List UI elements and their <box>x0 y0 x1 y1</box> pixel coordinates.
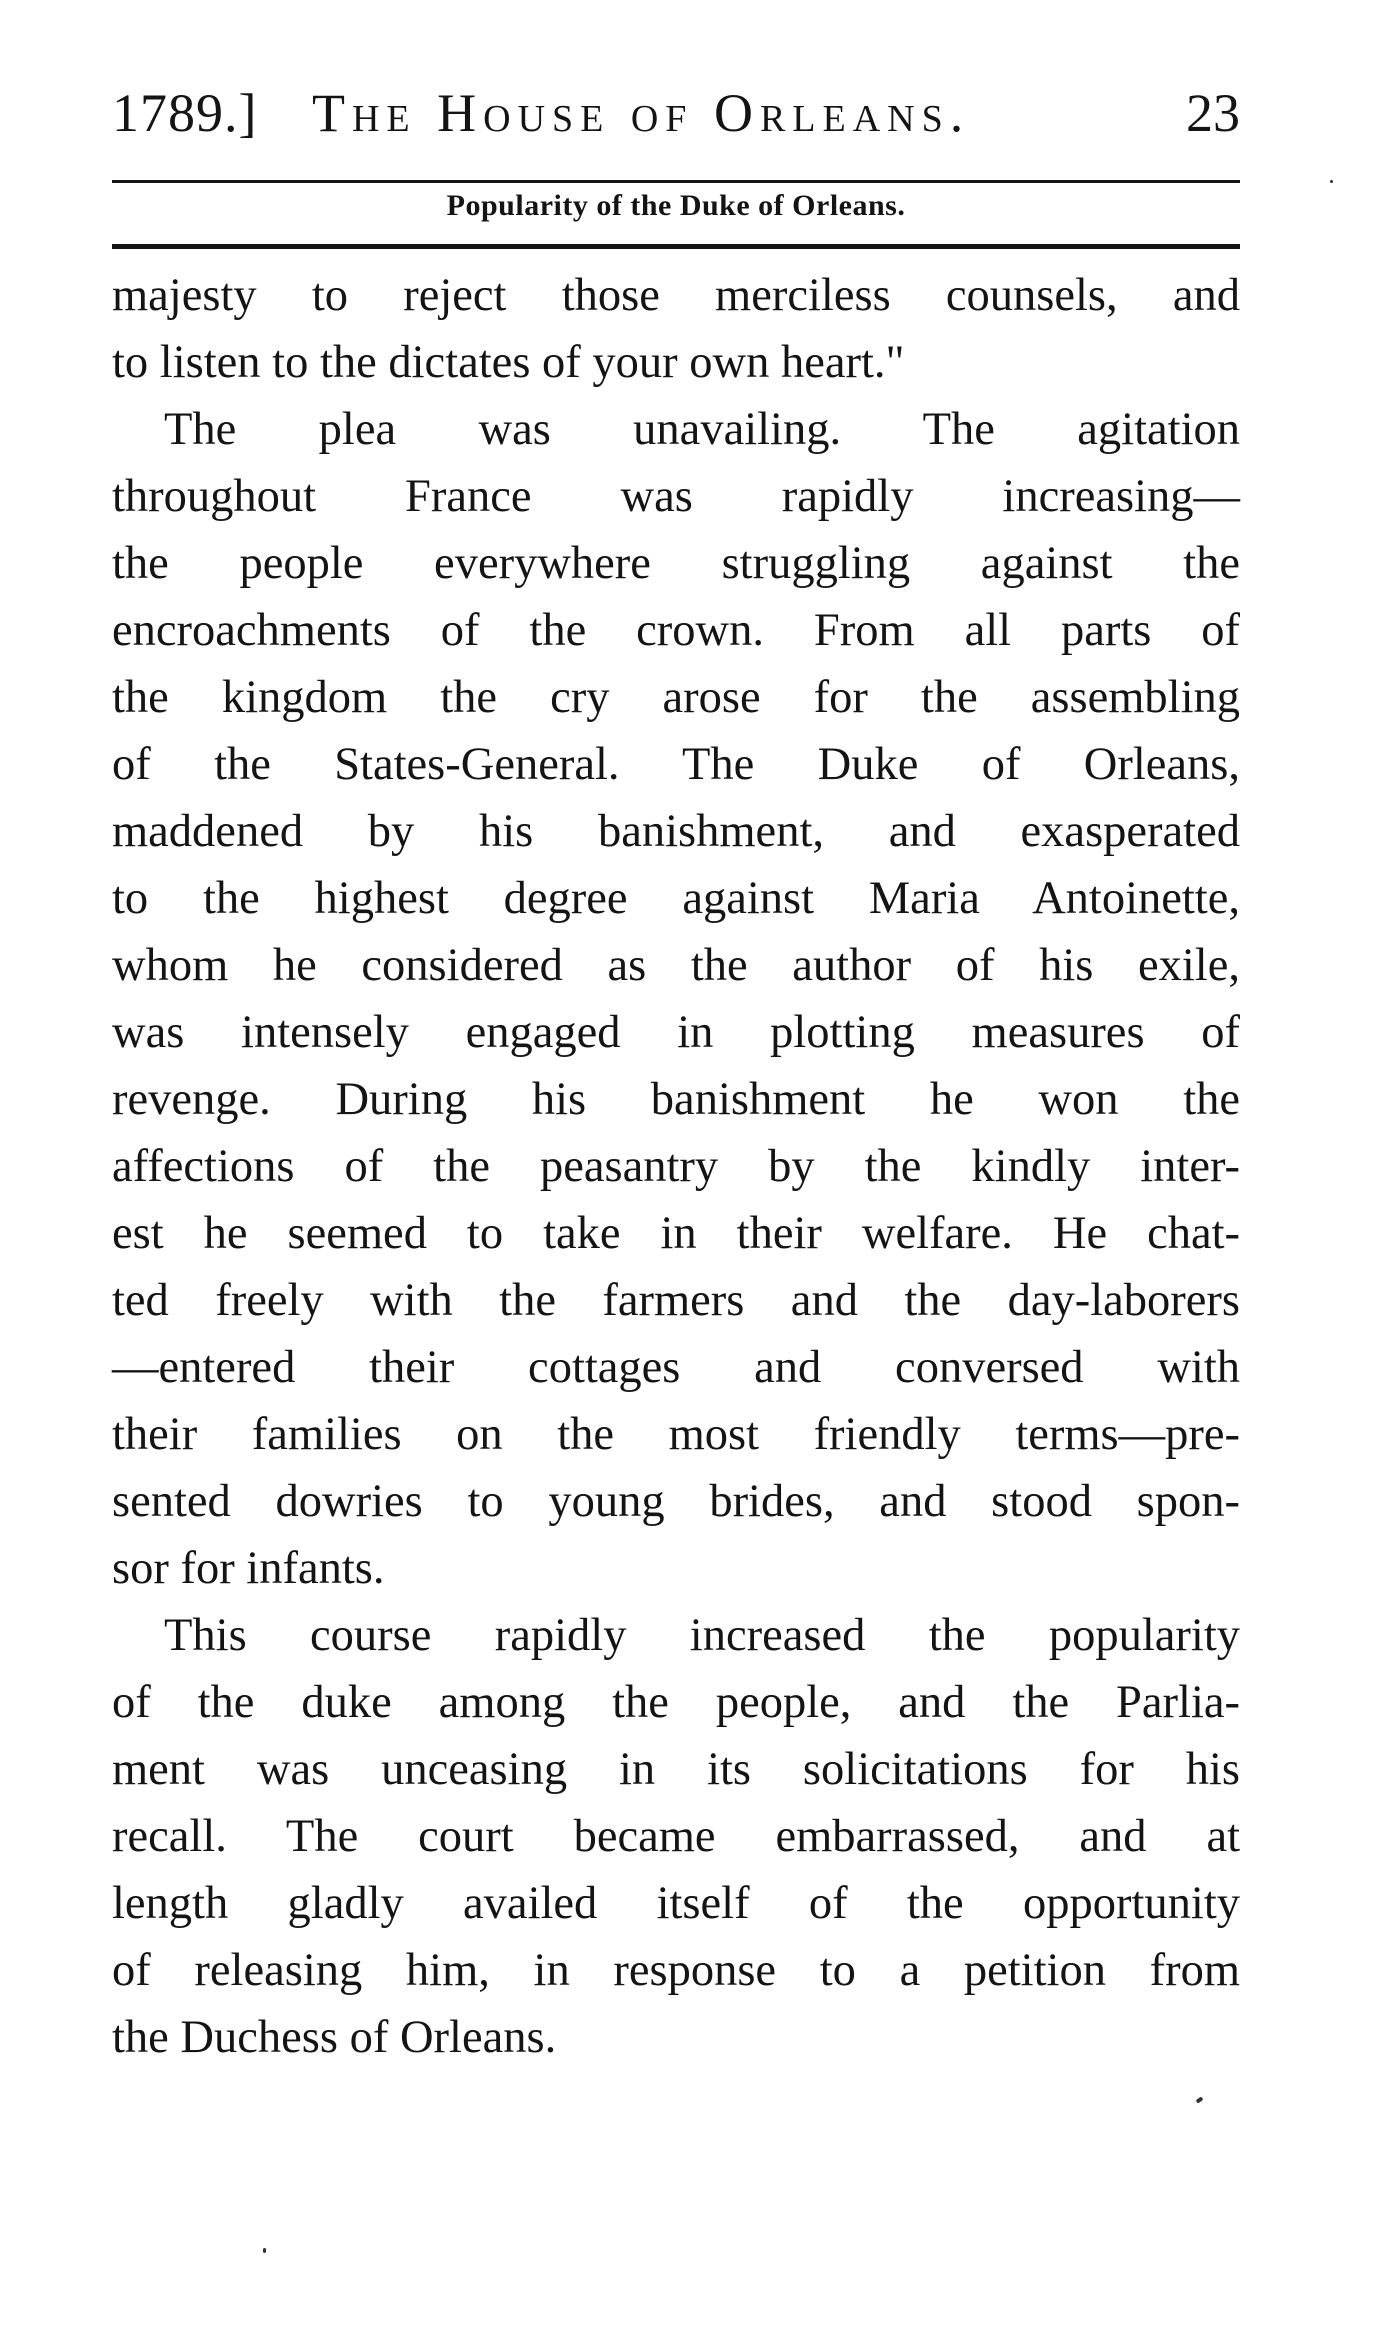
text-line: encroachments of the crown. From all parts of <box>112 605 1240 656</box>
header-year: 1789.] <box>112 83 258 143</box>
text-line: This course rapidly increased the popularity <box>164 1610 1240 1661</box>
text-line: was intensely engaged in plotting measures of <box>112 1007 1240 1058</box>
header-title: The House of Orleans. <box>312 83 971 143</box>
text-line: sor for infants. <box>112 1543 385 1594</box>
text-line: est he seemed to take in their welfare. He chat- <box>112 1208 1240 1259</box>
running-header <box>112 82 1240 156</box>
text-line: the people everywhere struggling against the <box>112 538 1240 589</box>
text-line: the kingdom the cry arose for the assembling <box>112 672 1240 723</box>
text-line: their families on the most friendly terms—pre- <box>112 1409 1240 1460</box>
print-speck <box>263 2248 266 2253</box>
text-line: the Duchess of Orleans. <box>112 2012 557 2063</box>
header-rule-bottom <box>112 244 1240 249</box>
text-line: ment was unceasing in its solicitations for his <box>112 1744 1240 1795</box>
page-subtitle: Popularity of the Duke of Orleans. <box>446 189 906 222</box>
text-line: sented dowries to young brides, and stood spon- <box>112 1476 1240 1527</box>
text-line: recall. The court became embarrassed, and at <box>112 1811 1240 1862</box>
body-text <box>112 262 1240 2071</box>
text-line: ted freely with the farmers and the day-laborers <box>112 1275 1240 1326</box>
text-line: to the highest degree against Maria Antoinette, <box>112 873 1240 924</box>
text-line: whom he considered as the author of his exile, <box>112 940 1240 991</box>
book-page <box>112 0 1240 2334</box>
text-line: to listen to the dictates of your own heart." <box>112 337 905 388</box>
text-line: revenge. During his banishment he won the <box>112 1074 1240 1125</box>
header-rule-top <box>112 180 1240 183</box>
text-line: of the duke among the people, and the Parlia- <box>112 1677 1240 1728</box>
text-line: of releasing him, in response to a petition from <box>112 1945 1240 1996</box>
page-number: 23 <box>1186 83 1240 143</box>
text-line: affections of the peasantry by the kindly inter- <box>112 1141 1240 1192</box>
text-line: length gladly availed itself of the opportunity <box>112 1878 1240 1929</box>
text-line: throughout France was rapidly increasing— <box>112 471 1240 522</box>
text-line: of the States-General. The Duke of Orleans, <box>112 739 1240 790</box>
print-speck <box>1330 180 1333 183</box>
text-line: The plea was unavailing. The agitation <box>164 404 1240 455</box>
text-line: maddened by his banishment, and exasperated <box>112 806 1240 857</box>
text-line: majesty to reject those merciless counsels, and <box>112 270 1240 321</box>
text-line: —entered their cottages and conversed with <box>112 1342 1240 1393</box>
